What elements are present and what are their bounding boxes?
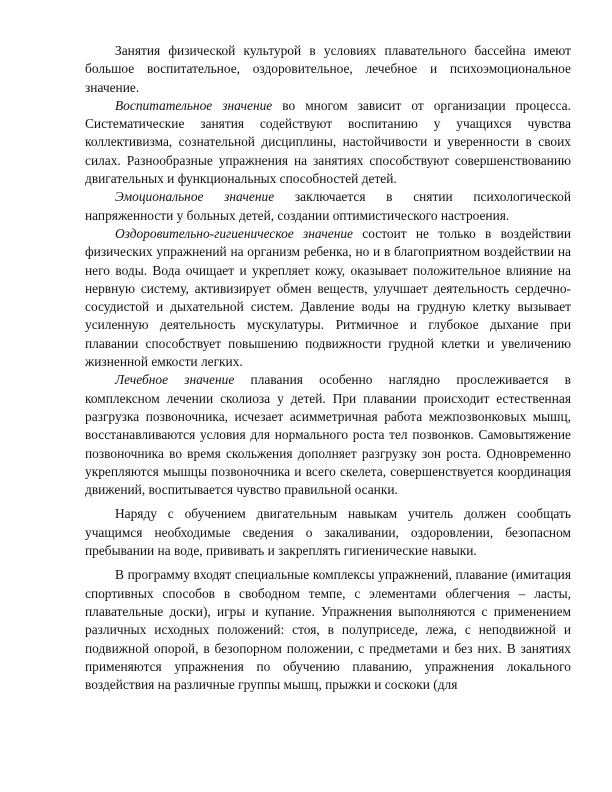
paragraph-emotional — [85, 188, 571, 225]
paragraph-text: заключается в снятии психологической напряженности у больных детей, создании оптимистического настроения. — [85, 189, 571, 223]
paragraph-lead: Оздоровительно-гигиеническое значение — [115, 225, 353, 241]
paragraph-program — [85, 566, 571, 694]
paragraph-text: Наряду с обучением двигательным навыкам учитель должен сообщать учащимся необходимые сведения о закаливании, оздоровлении, безопасном пребывании на воде, прививать и закреплять гигиенические навыки. — [85, 506, 571, 559]
paragraph-lead: Эмоциональное значение — [115, 189, 275, 205]
paragraph-lead: Лечебное значение — [115, 372, 235, 388]
paragraph-teacher — [85, 505, 571, 560]
paragraph-therapeutic — [85, 371, 571, 499]
paragraph-text: плавания особенно наглядно прослеживается в комплексном лечении сколиоза у детей. При плавании происходит естественная разгрузка позвоночника, исчезает асимметричная работа межпозвонковых мышц, восстанавливаются условия для нормального роста тел позвонков. Самовытяжение позвоночника во время скольжения дополняет разгрузку зон роста. Одновременно укрепляются мышцы позвоночника и всего скелета, совершенствуется координация движений, воспитывается чувство правильной осанки. — [85, 372, 571, 498]
paragraph-intro — [85, 42, 571, 97]
paragraph-health — [85, 225, 571, 371]
paragraph-text: Занятия физической культурой в условиях плавательного бассейна имеют большое воспитательное, оздоровительное, лечебное и психоэмоциональное значение. — [85, 43, 571, 95]
paragraph-text: во многом зависит от организации процесса. Систематические занятия содействуют воспитанию у учащихся чувства коллективизма, сознательной дисциплины, настойчивости и уверенности в своих силах. Разнообразные упражнения на занятиях способствуют совершенствованию двигательных и функциональных способностей детей. — [85, 97, 571, 187]
paragraph-text: состоит не только в воздействии физических упражнений на организм ребенка, но и в благоприятном воздействии на него воды. Вода очищает и укрепляет кожу, оказывает положительное влияние на нервную систему, активизирует обмен веществ, улучшает деятельность сердечно-сосудистой и дыхательной систем. Давление воды на грудную клетку вызывает усиленную деятельность мускулатуры. Ритмичное и глубокое дыхание при плавании способствует повышению подвижности грудной клетки и увеличению жизненной емкости легких. — [85, 225, 571, 370]
paragraph-text: В программу входят специальные комплексы упражнений, плавание (имитация спортивных способов в свободном темпе, с элементами облегчения – ласты, плавательные доски), игры и купание. Упражнения выполняются с применением различных исходных положений: стоя, в полуприседе, лежа, с неподвижной и подвижной опорой, в безопорном положении, с предметами и без них. В занятиях применяются упражнения по обучению плаванию, упражнения локального воздействия на различные группы мышц, прыжки и соскоки (для — [85, 567, 571, 693]
paragraph-educational — [85, 97, 571, 188]
body-text — [85, 42, 571, 694]
paragraph-lead: Воспитательное значение — [115, 97, 273, 113]
